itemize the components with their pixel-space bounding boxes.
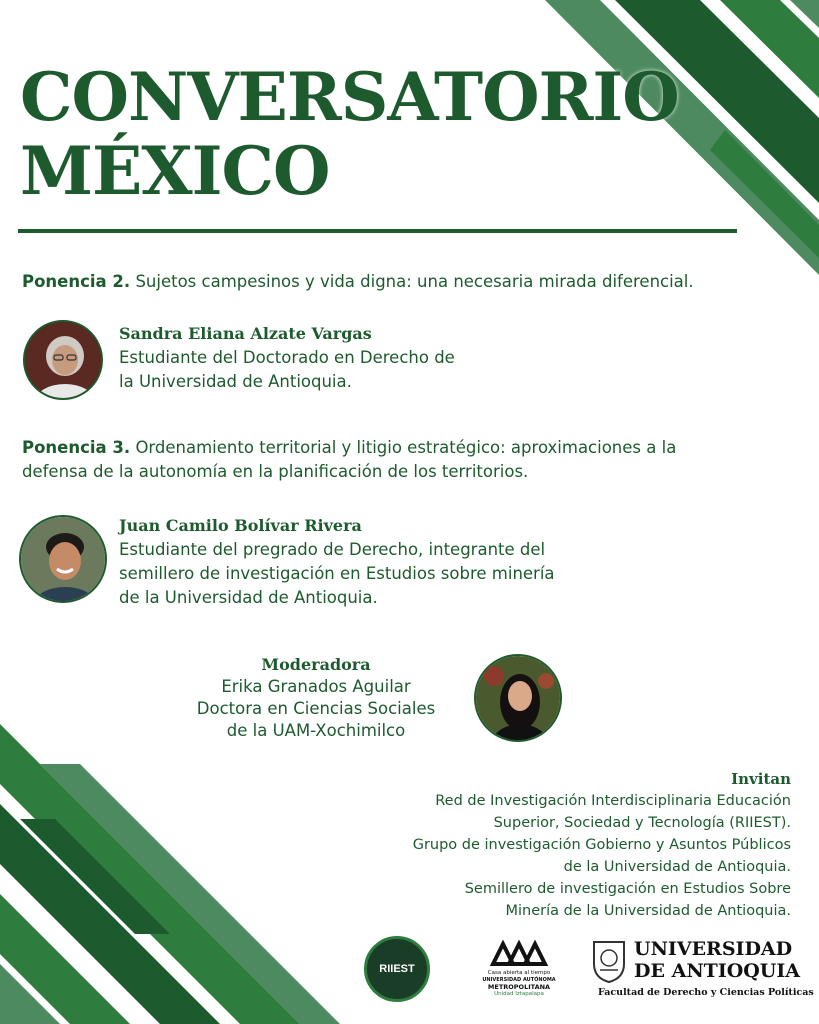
moderadora-block [188,654,444,742]
speaker-juan-desc-2: semillero de investigación en Estudios sobre minería [119,564,555,583]
speaker-sandra [119,322,455,394]
title-divider [18,229,737,233]
ponencia-3-text-1: Ordenamiento territorial y litigio estratégico: aproximaciones a la [135,438,677,457]
invitan-label: Invitan [731,770,791,788]
avatar-sandra [23,320,103,400]
moderadora-name: Erika Granados Aguilar [221,677,411,696]
speaker-juan-desc-1: Estudiante del pregrado de Derecho, integrante del [119,540,546,559]
invitan-line-1: Red de Investigación Interdisciplinaria Educación [435,793,791,809]
ponencia-3-text-2: defensa de la autonomía en la planificación de los territorios. [22,462,529,481]
speaker-sandra-desc-1: Estudiante del Doctorado en Derecho de [119,348,455,367]
page-title [20,60,679,208]
speaker-sandra-name: Sandra Eliana Alzate Vargas [119,324,372,343]
moderadora-label: Moderadora [261,655,371,674]
ponencia-3-label: Ponencia 3. [22,438,131,457]
moderadora-line-3: de la UAM-Xochimilco [226,721,406,740]
udea-line-2: DE ANTIOQUIA [634,960,801,982]
udea-line-1: UNIVERSIDAD [634,938,793,960]
riiest-logo-text: RIIEST [379,963,415,975]
uam-logo [482,940,556,998]
ponencia-2-label: Ponencia 2. [22,272,131,291]
uam-line-3: METROPOLITANA [487,983,551,991]
uam-line-1: Casa abierta al tiempo [487,970,551,976]
speaker-juan-desc-3: de la Universidad de Antioquia. [119,588,378,607]
avatar-erika [474,654,562,742]
invitan-line-6: Minería de la Universidad de Antioquia. [505,903,791,919]
ponencia-3 [22,436,676,484]
invitan-line-2: Superior, Sociedad y Tecnología (RIIEST). [493,815,791,831]
speaker-sandra-desc-2: la Universidad de Antioquia. [119,372,352,391]
udea-seal-icon [590,938,628,984]
moderadora-line-2: Doctora en Ciencias Sociales [196,699,436,718]
udea-line-3: Facultad de Derecho y Ciencias Políticas [598,987,814,998]
title-line-1: CONVERSATORIO [20,58,679,136]
ponencia-2 [22,270,694,294]
invitan-block [371,768,791,922]
uam-line-2: UNIVERSIDAD AUTÓNOMA [482,977,556,983]
invitan-line-3: Grupo de investigación Gobierno y Asuntos Públicos [412,837,791,853]
ponencia-2-text: Sujetos campesinos y vida digna: una necesaria mirada diferencial. [135,272,694,291]
invitan-line-4: de la Universidad de Antioquia. [563,859,791,875]
avatar-juan [19,515,107,603]
decor-stripes-bottom-left [0,724,360,1024]
speaker-juan-name: Juan Camilo Bolívar Rivera [119,516,362,535]
udea-logo [590,938,814,1002]
uam-emblem-icon [489,940,549,966]
invitan-line-5: Semillero de investigación en Estudios Sobre [464,881,791,897]
riiest-logo [364,936,430,1002]
title-line-2: MÉXICO [20,132,330,210]
speaker-juan [119,514,555,610]
uam-line-4: Unidad Iztapalapa [494,991,544,997]
